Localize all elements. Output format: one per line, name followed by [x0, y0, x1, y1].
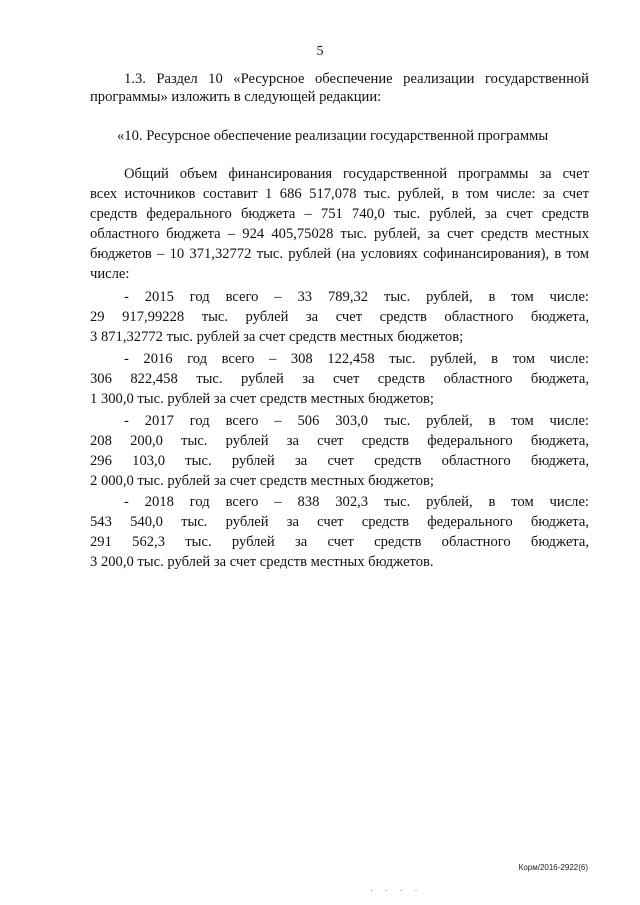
year-2015-line: 29 917,99228 тыс. рублей за счет средств областного бюджета,	[90, 309, 589, 325]
year-2017-line: 2 000,0 тыс. рублей за счет средств местных бюджетов;	[90, 473, 434, 489]
year-2015-line: 3 871,32772 тыс. рублей за счет средств местных бюджетов;	[90, 329, 464, 345]
year-2018-line: 291 562,3 тыс. рублей за счет средств областного бюджета,	[90, 534, 589, 550]
year-2018-total: - 2018 год всего – 838 302,3 тыс. рублей, в том числе:	[124, 494, 589, 510]
year-2017-total: - 2017 год всего – 506 303,0 тыс. рублей, в том числе:	[124, 413, 589, 429]
year-2018-line: 543 540,0 тыс. рублей за счет средств федерального бюджета,	[90, 514, 589, 530]
paragraph-line: всех источников составит 1 686 517,078 тыс. рублей, в том числе: за счет	[90, 186, 589, 202]
scan-marks-decoration: · · · ·	[370, 886, 423, 895]
instruction-line-1: 1.3. Раздел 10 «Ресурсное обеспечение реализации государственной	[124, 71, 589, 87]
year-2016-line: 1 300,0 тыс. рублей за счет средств местных бюджетов;	[90, 391, 434, 407]
section-heading: «10. Ресурсное обеспечение реализации государственной программы	[117, 128, 549, 144]
year-2018-line: 3 200,0 тыс. рублей за счет средств местных бюджетов.	[90, 554, 434, 570]
paragraph-line: областного бюджета – 924 405,75028 тыс. рублей, за счет средств местных	[90, 226, 589, 242]
year-2016-total: - 2016 год всего – 308 122,458 тыс. рублей, в том числе:	[124, 351, 589, 367]
document-code: Корм/2016-2922(6)	[518, 863, 588, 872]
page-number: 5	[316, 44, 324, 59]
paragraph-line: числе:	[90, 266, 130, 282]
year-2015-total: - 2015 год всего – 33 789,32 тыс. рублей, в том числе:	[124, 289, 589, 305]
paragraph-line: бюджетов – 10 371,32772 тыс. рублей (на условиях софинансирования), в том	[90, 246, 589, 262]
year-2017-line: 208 200,0 тыс. рублей за счет средств федерального бюджета,	[90, 433, 589, 449]
year-2016-line: 306 822,458 тыс. рублей за счет средств областного бюджета,	[90, 371, 589, 387]
paragraph-line: Общий объем финансирования государственной программы за счет	[124, 166, 589, 182]
paragraph-line: средств федерального бюджета – 751 740,0 тыс. рублей, за счет средств	[90, 206, 589, 222]
instruction-line-2: программы» изложить в следующей редакции:	[90, 89, 382, 105]
year-2017-line: 296 103,0 тыс. рублей за счет средств областного бюджета,	[90, 453, 589, 469]
